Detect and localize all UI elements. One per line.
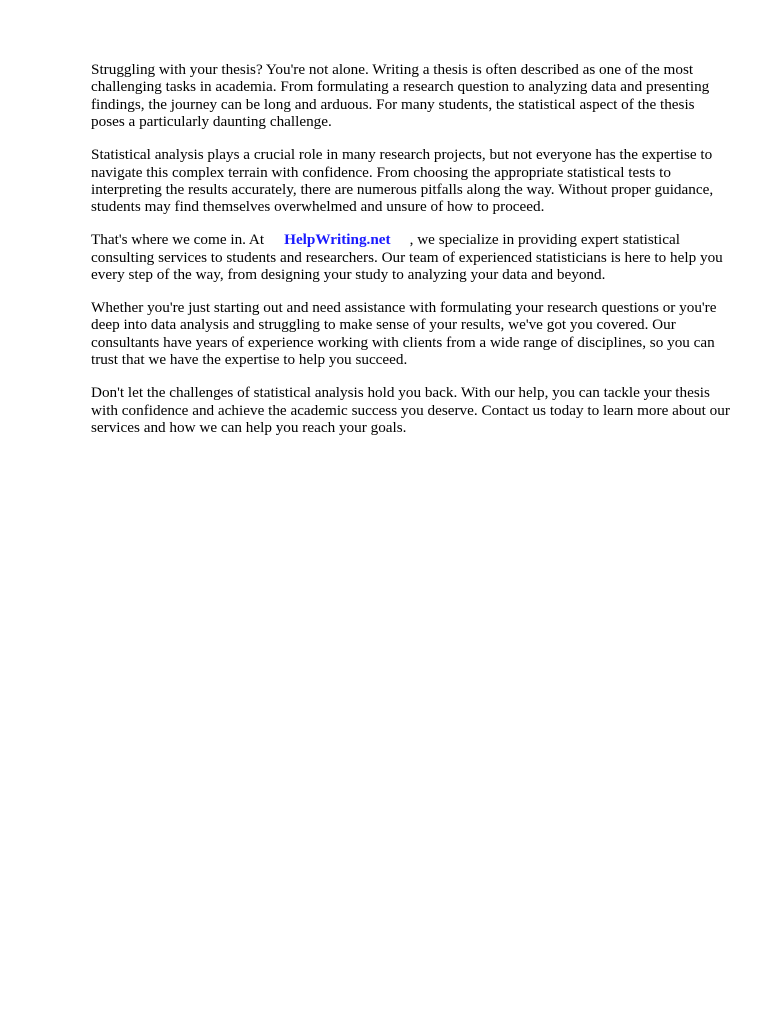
paragraph-service-offer xyxy=(91,231,731,283)
paragraph-service-offer-rest: , we specialize in providing expert statistical consulting services to students and researchers. Our team of experienced statisticians is here to help you every step of the way, from designing your study to analyzing your data and beyond. xyxy=(91,231,723,284)
paragraph-statistical-analysis: Statistical analysis plays a crucial role in many research projects, but not everyone has the expertise to navigate this complex terrain with confidence. From choosing the appropriate statistical tests to interpreting the results accurately, there are numerous pitfalls along the way. Without proper guidance, students may find themselves overwhelmed and unsure of how to proceed. xyxy=(91,146,714,216)
paragraph-service-offer-lead: That's where we come in. At xyxy=(91,231,265,249)
document-body xyxy=(91,61,731,452)
paragraph-call-to-action: Don't let the challenges of statistical analysis hold you back. With our help, you can tackle your thesis with confidence and achieve the academic success you deserve. Contact us today to learn more about our services and how we can help you reach your goals. xyxy=(91,384,730,436)
paragraph-coverage: Whether you're just starting out and need assistance with formulating your research questions or you're deep into data analysis and struggling to make sense of your results, we've got you covered. Our consultants have years of experience working with clients from a wide range of disciplines, so you can trust that we have the expertise to help you succeed. xyxy=(91,298,717,369)
helpwriting-link[interactable]: HelpWriting.net xyxy=(284,231,391,249)
paragraph-intro: Struggling with your thesis? You're not alone. Writing a thesis is often described as one of the most challenging tasks in academia. From formulating a research question to analyzing data and presenting findings, the journey can be long and arduous. For many students, the statistical aspect of the thesis poses a particularly daunting challenge. xyxy=(91,61,710,131)
